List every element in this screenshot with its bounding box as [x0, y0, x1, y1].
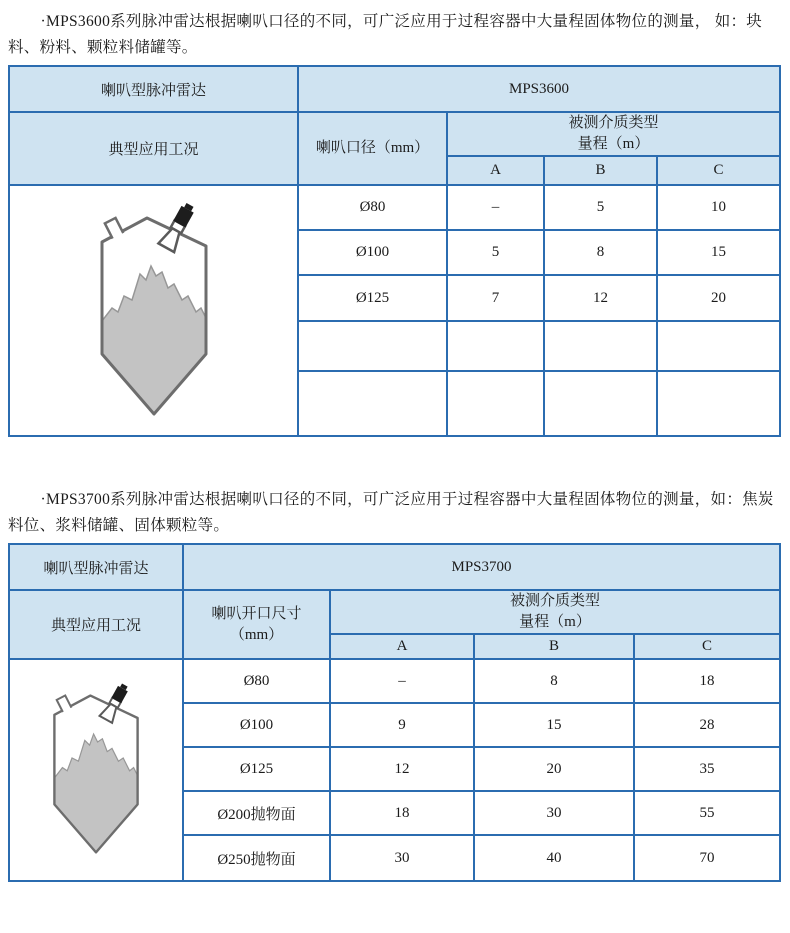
range-b-value: 20	[474, 747, 634, 791]
media-type-header	[447, 112, 780, 156]
range-c-value: 15	[657, 230, 780, 275]
horn-size-header-line1: 喇叭口径（mm）	[315, 140, 430, 156]
horn-size-header	[298, 112, 447, 185]
range-c-value: 70	[634, 835, 780, 881]
range-b-value: 5	[544, 185, 657, 230]
intro-paragraph-mps3700: ·MPS3700系列脉冲雷达根据喇叭口径的不同，可广泛应用于过程容器中大量程固体物位的测量，如：焦炭料位、浆料储罐、固体颗粒等。	[8, 491, 774, 534]
range-c-value: 35	[634, 747, 780, 791]
media-type-header-line1: 被测介质类型	[568, 115, 659, 131]
nozzle-icon	[104, 217, 122, 238]
range-c-value	[657, 371, 780, 436]
media-type-header-line1: 被测介质类型	[509, 593, 600, 609]
horn-size-value: Ø200抛物面	[183, 791, 330, 835]
horn-size-value: Ø125	[298, 275, 447, 321]
silo-illustration	[9, 185, 298, 436]
range-b-value: 12	[544, 275, 657, 321]
silo-diagram	[54, 196, 254, 426]
range-a-value: –	[447, 185, 544, 230]
range-b-value: 8	[544, 230, 657, 275]
horn-size-value: Ø80	[183, 659, 330, 703]
corner-header: 喇叭型脉冲雷达	[9, 544, 183, 590]
material-pile	[102, 266, 206, 414]
model-header: MPS3700	[183, 544, 780, 590]
range-b-value	[544, 321, 657, 371]
range-a-value: 18	[330, 791, 474, 835]
subcol-a-header: A	[330, 634, 474, 659]
range-a-value	[447, 371, 544, 436]
horn-size-value	[298, 371, 447, 436]
range-b-value: 40	[474, 835, 634, 881]
subcol-c-header: C	[657, 156, 780, 185]
range-b-value: 8	[474, 659, 634, 703]
silo-diagram	[16, 662, 176, 878]
nozzle-icon	[57, 696, 72, 712]
model-header: MPS3600	[298, 66, 780, 112]
silo-illustration	[9, 659, 183, 881]
range-a-value: –	[330, 659, 474, 703]
range-a-value	[447, 321, 544, 371]
subcol-b-header: B	[474, 634, 634, 659]
range-c-value: 18	[634, 659, 780, 703]
table-row	[9, 659, 780, 703]
corner-header: 喇叭型脉冲雷达	[9, 66, 298, 112]
horn-size-header-line2: （mm）	[229, 626, 284, 643]
range-a-value: 30	[330, 835, 474, 881]
range-b-value	[544, 371, 657, 436]
table-row	[9, 185, 780, 230]
horn-size-value	[298, 321, 447, 371]
horn-size-value: Ø100	[183, 703, 330, 747]
horn-size-value: Ø100	[298, 230, 447, 275]
horn-size-header	[183, 590, 330, 659]
material-pile	[54, 734, 137, 852]
range-b-value: 15	[474, 703, 634, 747]
range-c-value: 20	[657, 275, 780, 321]
range-c-value: 55	[634, 791, 780, 835]
application-header: 典型应用工况	[9, 112, 298, 185]
horn-size-value: Ø125	[183, 747, 330, 791]
range-c-value: 10	[657, 185, 780, 230]
media-type-header-line2: 量程（m）	[519, 614, 591, 630]
intro-paragraph-mps3600: ·MPS3600系列脉冲雷达根据喇叭口径的不同，可广泛应用于过程容器中大量程固体物位的测量， 如：块料、粉料、颗粒料储罐等。	[8, 13, 763, 56]
horn-size-header-line1: 喇叭开口尺寸	[211, 605, 302, 622]
mps3600-spec-table	[8, 65, 781, 437]
horn-size-value: Ø80	[298, 185, 447, 230]
application-header: 典型应用工况	[9, 590, 183, 659]
range-b-value: 30	[474, 791, 634, 835]
horn-size-value: Ø250抛物面	[183, 835, 330, 881]
media-type-header	[330, 590, 780, 634]
subcol-a-header: A	[447, 156, 544, 185]
range-a-value: 7	[447, 275, 544, 321]
range-c-value: 28	[634, 703, 780, 747]
subcol-c-header: C	[634, 634, 780, 659]
range-a-value: 12	[330, 747, 474, 791]
mps3700-spec-table	[8, 543, 781, 882]
range-a-value: 9	[330, 703, 474, 747]
range-c-value	[657, 321, 780, 371]
media-type-header-line2: 量程（m）	[577, 136, 650, 152]
subcol-b-header: B	[544, 156, 657, 185]
range-a-value: 5	[447, 230, 544, 275]
